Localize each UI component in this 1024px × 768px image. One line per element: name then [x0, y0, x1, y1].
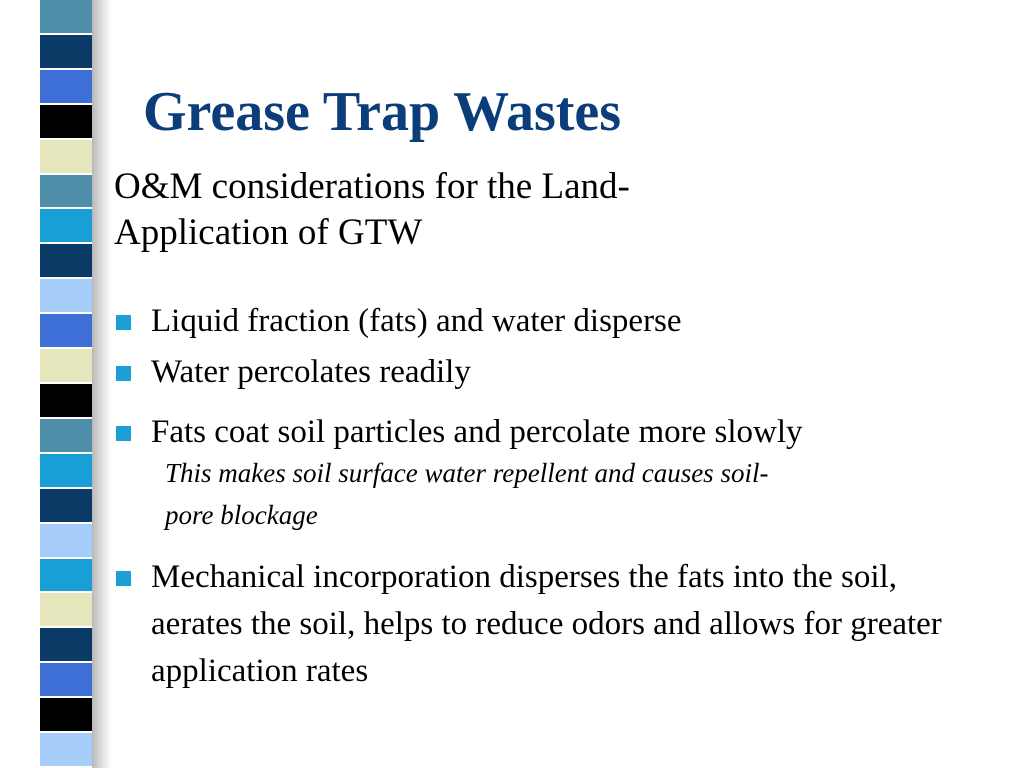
- stripe-segment: [40, 628, 92, 663]
- stripe-segment: [40, 454, 92, 489]
- decorative-stripe-bar: [40, 0, 92, 768]
- stripe-segment: [40, 35, 92, 70]
- italic-note: This makes soil surface water repellent and causes soil-pore blockage: [165, 458, 769, 530]
- bullet-text: Mechanical incorporation disperses the fats into the soil, aerates the soil, helps to reduce odors and allows for greater application rates: [151, 559, 942, 689]
- stripe-segment: [40, 105, 92, 140]
- square-bullet-icon: [116, 366, 131, 381]
- bullet-text: Water percolates readily: [151, 354, 471, 390]
- stripe-segment: [40, 489, 92, 524]
- bullet-item-2: [116, 349, 471, 396]
- stripe-segment: [40, 70, 92, 105]
- stripe-segment: [40, 663, 92, 698]
- square-bullet-icon: [116, 571, 131, 586]
- slide-subtitle: O&M considerations for the Land-Application of GTW: [114, 166, 630, 253]
- stripe-segment: [40, 0, 92, 35]
- stripe-segment: [40, 314, 92, 349]
- bullet-text: Liquid fraction (fats) and water disperse: [151, 303, 682, 339]
- stripe-segment: [40, 209, 92, 244]
- bullet-item-4: [116, 554, 961, 695]
- stripe-shadow: [92, 0, 112, 768]
- square-bullet-icon: [116, 315, 131, 330]
- stripe-segment: [40, 593, 92, 628]
- stripe-segment: [40, 140, 92, 175]
- bullet-text: Fats coat soil particles and percolate more slowly: [151, 414, 803, 450]
- bullet-item-1: [116, 298, 682, 345]
- stripe-segment: [40, 419, 92, 454]
- stripe-segment: [40, 733, 92, 768]
- stripe-segment: [40, 384, 92, 419]
- slide-title: Grease Trap Wastes: [143, 81, 622, 143]
- square-bullet-icon: [116, 426, 131, 441]
- stripe-segment: [40, 349, 92, 384]
- stripe-segment: [40, 698, 92, 733]
- stripe-segment: [40, 524, 92, 559]
- stripe-segment: [40, 279, 92, 314]
- bullet-item-3: [116, 409, 803, 456]
- stripe-segment: [40, 559, 92, 594]
- stripe-segment: [40, 244, 92, 279]
- stripe-segment: [40, 175, 92, 210]
